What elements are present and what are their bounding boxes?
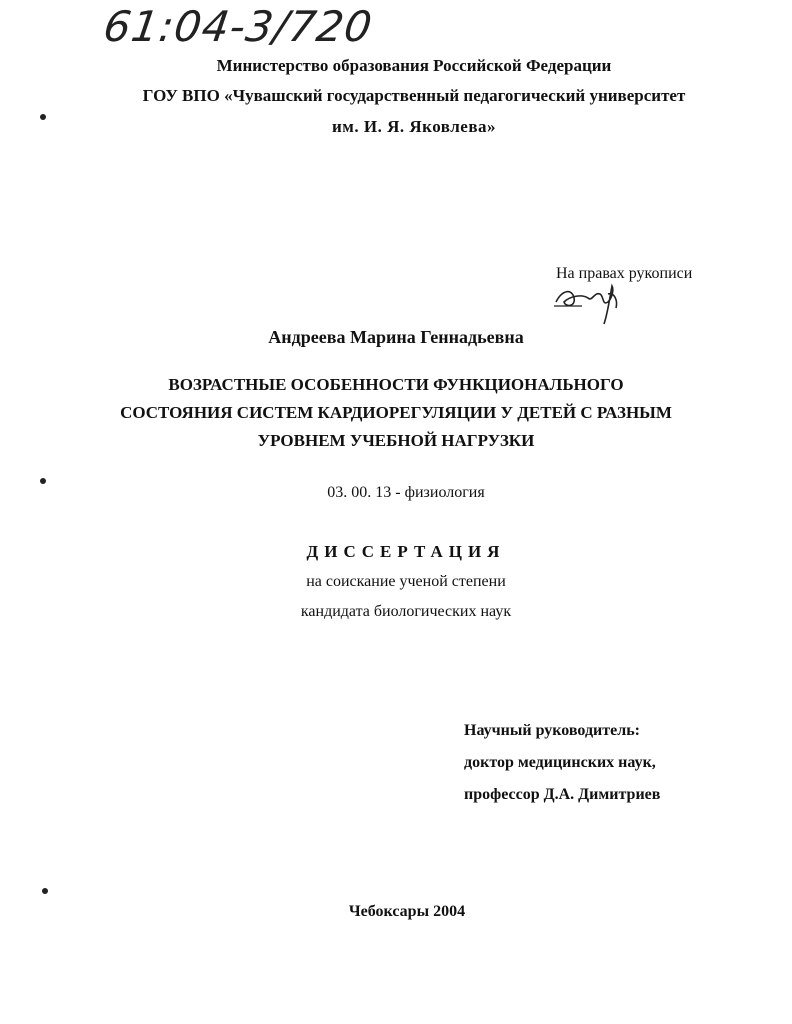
scan-mark [40, 478, 46, 484]
advisor-name: профессор Д.А. Димитриев [464, 786, 661, 803]
manuscript-rights: На правах рукописи [556, 265, 693, 282]
degree-line-1: на соискание ученой степени [306, 573, 506, 590]
ministry-line: Министерство образования Российской Федерации [216, 56, 612, 75]
city-year: Чебоксары 2004 [348, 903, 466, 920]
degree-line-2: кандидата биологических наук [300, 603, 512, 620]
author-signature [552, 272, 632, 332]
title-line: УРОВНЕМ УЧЕБНОЙ НАГРУЗКИ [257, 431, 535, 450]
named-after-line: им. И. Я. Яковлева» [331, 117, 497, 136]
handwritten-catalog-number: 61:04-3/720 [100, 2, 376, 51]
title-line: СОСТОЯНИЯ СИСТЕМ КАРДИОРЕГУЛЯЦИИ У ДЕТЕЙ С РАЗНЫМ [120, 403, 672, 422]
author-name: Андреева Марина Геннадьевна [268, 327, 524, 347]
title-line: ВОЗРАСТНЫЕ ОСОБЕННОСТИ ФУНКЦИОНАЛЬНОГО [168, 375, 624, 394]
university-line: ГОУ ВПО «Чувашский государственный педагогический университет [142, 86, 686, 105]
scan-mark [42, 888, 48, 894]
advisor-degree: доктор медицинских наук, [464, 754, 656, 771]
dissertation-title [0, 371, 792, 455]
document-type: ДИССЕРТАЦИЯ [306, 542, 506, 561]
specialty-code: 03. 00. 13 - физиология [327, 484, 485, 501]
advisor-label: Научный руководитель: [464, 722, 640, 739]
scan-mark [40, 114, 46, 120]
